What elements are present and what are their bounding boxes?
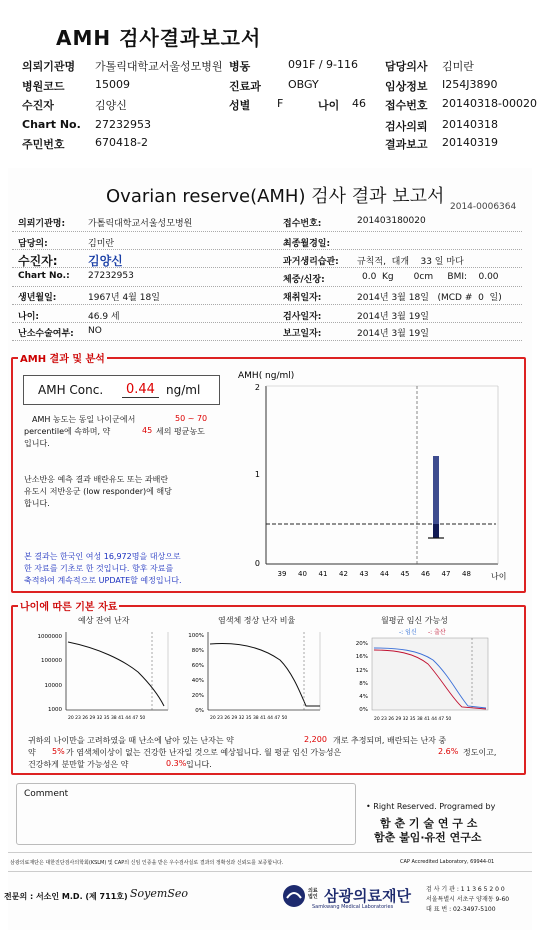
- field-value: I254J3890: [442, 78, 498, 91]
- y-tick-label: 60%: [191, 663, 204, 669]
- cap-note: CAP Accredited Laboratory, 69944-01: [400, 859, 495, 865]
- summary-egg-count: 2,200: [304, 735, 327, 744]
- amh-conc-label: AMH Conc.: [38, 383, 104, 397]
- info-label: 최종월경일:: [283, 239, 331, 249]
- amh-text-2: 합니다.: [24, 499, 50, 508]
- field-label: 담당의사: [385, 60, 428, 73]
- info-value: 김양신: [88, 254, 123, 268]
- field-value: 15009: [95, 78, 130, 91]
- y-tick-label: 0%: [195, 708, 204, 714]
- divider: [12, 249, 522, 250]
- amh-footnote: 축적하여 계속적으로 UPDATE할 예정입니다.: [24, 576, 182, 585]
- copyright: • Right Reserved. Programed by: [366, 802, 496, 811]
- info-label: Chart No.:: [18, 271, 70, 281]
- field-value: OBGY: [288, 78, 319, 91]
- amh-percentile-range: 50 ~ 70: [175, 414, 208, 423]
- field-value: 김양신: [95, 99, 127, 112]
- amh-text-1e: 세의 평균농도: [156, 427, 205, 436]
- info-value: 2014년 3월 18일 (MCD # 0 일): [357, 293, 502, 303]
- x-tick-labels: 20 23 26 29 32 35 38 41 44 47 50: [374, 717, 452, 722]
- certification-note: 삼광의료재단은 대한진단검사의학회(KSLM) 및 CAP의 신임 인증을 받은 우수검사실로 결과의 정확성과 신뢰도를 보증합니다.: [10, 860, 284, 866]
- x-tick-label: 41: [318, 570, 328, 578]
- amh-text-2: 난소반응 예측 결과 배란유도 또는 과배란: [24, 475, 169, 484]
- inner-report-title: Ovarian reserve(AMH) 검사 결과 보고서: [106, 186, 445, 207]
- info-label: 난소수술여부:: [18, 329, 74, 339]
- y-tick-label: 10000: [44, 683, 62, 689]
- field-label: 병원코드: [22, 80, 65, 93]
- y-tick-label: 100%: [188, 633, 204, 639]
- info-label: 접수번호:: [283, 219, 322, 229]
- summary-normal-rate: 5%: [52, 747, 65, 756]
- y-tick-label: 12%: [355, 668, 368, 674]
- y-tick-label: 0: [254, 559, 260, 568]
- field-label: 성별: [229, 99, 251, 112]
- x-tick-label: 47: [441, 570, 451, 578]
- x-tick-label: 45: [400, 570, 410, 578]
- x-tick-label: 46: [421, 570, 430, 578]
- divider: [12, 286, 522, 287]
- field-label: 접수번호: [385, 99, 428, 112]
- y-tick-label: 20%: [191, 693, 204, 699]
- field-value: 670418-2: [95, 136, 148, 149]
- y-tick-label: 1000000: [37, 634, 62, 640]
- summary-pregnancy-rate: 2.6%: [438, 747, 459, 756]
- research-institute-1: 함 춘 기 술 연 구 소: [380, 817, 478, 830]
- x-tick-label: 42: [339, 570, 348, 578]
- x-tick-label: 40: [298, 570, 307, 578]
- summary-text: 정도이고,: [463, 748, 497, 757]
- info-value: 27232953: [88, 271, 134, 281]
- field-label: Chart No.: [22, 118, 81, 131]
- amh-footnote: 본 결과는 한국인 여성 16,972명을 대상으로: [24, 552, 181, 561]
- contact-line: 대 표 번 : 02-3497-5100: [426, 906, 496, 913]
- y-tick-label: 100000: [41, 658, 62, 664]
- field-label: 진료과: [229, 80, 261, 93]
- chart-ylabel: AMH( ng/ml): [238, 371, 295, 381]
- info-label: 검사일자:: [283, 312, 322, 322]
- amh-text-1a: AMH 농도는 동일 나이군에서: [32, 415, 136, 424]
- field-value: 46: [352, 97, 366, 110]
- chart1-title: 예상 잔여 난자: [78, 616, 130, 625]
- amh-conc-unit: ng/ml: [166, 383, 201, 397]
- y-tick-label: 4%: [359, 694, 368, 700]
- normal-chromosome-curve: [210, 644, 320, 706]
- info-label: 채취일자:: [283, 293, 322, 303]
- amh-section-title: AMH 결과 및 분석: [18, 350, 107, 365]
- info-label: 과거생리습관:: [283, 257, 339, 267]
- amh-conc-value: 0.44: [122, 382, 159, 398]
- field-label: 나이: [318, 99, 340, 112]
- amh-text-1c: percentile에 속하며, 약: [24, 427, 111, 436]
- info-label: 생년월일:: [18, 293, 57, 303]
- x-tick-label: 48: [462, 570, 471, 578]
- summary-text: 귀하의 나이만을 고려하였을 때 난소에 남아 있는 난자는 약: [28, 736, 234, 745]
- info-value: 2014년 3월 19일: [357, 329, 429, 339]
- company-name: 삼광의료재단: [324, 887, 411, 905]
- document-number: 2014-0006364: [450, 202, 517, 212]
- info-value: 201403180020: [357, 216, 426, 226]
- divider: [12, 322, 522, 323]
- x-tick-labels: 20 23 26 29 32 35 38 41 44 47 50: [68, 716, 146, 721]
- field-label: 검사의뢰: [385, 120, 428, 133]
- signer: 전문의 : 서소인 M.D. (제 711호): [4, 892, 128, 901]
- info-value: 1967년 4월 18일: [88, 293, 160, 303]
- field-label: 임상정보: [385, 80, 428, 93]
- field-value: 20140319: [442, 136, 498, 149]
- y-tick-label: 1: [254, 470, 260, 479]
- field-value: F: [277, 97, 284, 110]
- summary-text: 건강하게 분만할 가능성은 약: [28, 760, 129, 769]
- field-value: 20140318: [442, 118, 498, 131]
- report-title: AMH 검사결과보고서: [56, 26, 262, 50]
- chart3-legend-delivery: -: 출산: [428, 629, 446, 636]
- y-tick-label: 16%: [355, 654, 368, 660]
- y-tick-label: 2: [254, 383, 260, 392]
- footer-divider: [8, 871, 532, 872]
- signature: SoyemSeo: [130, 887, 188, 900]
- divider: [12, 304, 522, 305]
- info-value: 김미란: [88, 239, 115, 249]
- y-tick-label: 8%: [359, 681, 368, 687]
- amh-text-1f: 입니다.: [24, 439, 50, 448]
- y-tick-label: 0%: [359, 707, 368, 713]
- chart3-legend-pregnancy: -: 임신: [399, 629, 417, 636]
- chart2-title: 염색체 정상 난자 비율: [218, 616, 296, 625]
- contact-line: 검 사 기 관 : 1 1 3 6 5 2 0 0: [426, 886, 505, 893]
- monthly-pregnancy-chart: [348, 636, 508, 724]
- field-value: 김미란: [442, 60, 474, 73]
- x-tick-labels: 20 23 26 29 32 35 38 41 44 47 50: [210, 716, 288, 721]
- research-institute-2: 함춘 불임·유전 연구소: [374, 831, 482, 844]
- contact-line: 서울특별시 서초구 양재동 9-60: [426, 896, 510, 903]
- field-value: 091F / 9-116: [288, 58, 358, 71]
- divider: [12, 340, 522, 341]
- info-value: 2014년 3월 19일: [357, 312, 429, 322]
- age-section-title: 나이에 따른 기본 자료: [18, 598, 119, 613]
- summary-text: 개로 추정되며, 배란되는 난자 중: [333, 736, 447, 745]
- info-label: 나이:: [18, 312, 39, 322]
- amh-footnote: 한 자료를 기초로 한 것입니다. 향후 자료를: [24, 564, 174, 573]
- y-tick-label: 40%: [191, 678, 204, 684]
- summary-text: 입니다.: [186, 760, 212, 769]
- divider: [12, 267, 522, 268]
- info-label: 담당의:: [18, 239, 48, 249]
- info-value: 46.9 세: [88, 312, 120, 322]
- patient-marker: [433, 524, 439, 538]
- x-tick-label: 39: [277, 570, 287, 578]
- comment-label: Comment: [24, 789, 69, 799]
- x-tick-labels: [278, 570, 471, 578]
- field-value: 27232953: [95, 118, 151, 131]
- normal-chromosome-chart: [180, 628, 330, 724]
- y-tick-label: 20%: [355, 641, 368, 647]
- field-value: 20140318-00020: [442, 97, 537, 110]
- summary-text: 가 염색체이상이 없는 건강한 난자일 것으로 예상됩니다. 월 평균 임신 가능성은: [66, 748, 342, 757]
- info-label: 보고일자:: [283, 329, 322, 339]
- field-label: 병동: [229, 60, 251, 73]
- remaining-eggs-chart: [28, 628, 178, 724]
- company-en: Samkwang Medical Laboratories: [312, 904, 394, 910]
- info-label: 수진자:: [18, 254, 58, 268]
- info-value: NO: [88, 326, 102, 336]
- divider: [12, 231, 522, 232]
- info-value: 가톨릭대학교서울성모병원: [88, 219, 193, 229]
- y-tick-label: 80%: [191, 648, 204, 654]
- field-label: 수진자: [22, 99, 54, 112]
- y-tick-label: 1000: [48, 707, 62, 713]
- chart-xlabel: 나이: [491, 572, 507, 581]
- summary-delivery-rate: 0.3%: [166, 759, 187, 768]
- info-label: 의뢰기관명:: [18, 219, 66, 229]
- amh-text-2: 유도시 저반응군 (low responder)에 해당: [24, 487, 172, 496]
- info-label: 체중/신장:: [283, 275, 325, 285]
- field-label: 의뢰기관명: [22, 60, 76, 73]
- field-value: 가톨릭대학교서울성모병원: [95, 60, 223, 73]
- chart3-title: 월평균 임신 가능성: [381, 616, 448, 625]
- amh-age-chart: [230, 366, 520, 586]
- field-label: 결과보고: [385, 138, 428, 151]
- company-logo-icon: [282, 884, 306, 908]
- company-prefix: 의료법인: [308, 888, 318, 900]
- x-tick-label: 43: [359, 570, 369, 578]
- summary-text: 약: [28, 748, 36, 757]
- footer-divider: [8, 852, 532, 853]
- info-value: 규칙적, 대개 33 일 마다: [357, 257, 464, 267]
- remaining-eggs-curve: [68, 642, 164, 706]
- amh-equivalent-age: 45: [142, 426, 153, 435]
- info-value: 0.0 Kg 0cm BMI: 0.00: [362, 272, 499, 282]
- x-tick-label: 44: [380, 570, 389, 578]
- field-label: 주민번호: [22, 138, 65, 151]
